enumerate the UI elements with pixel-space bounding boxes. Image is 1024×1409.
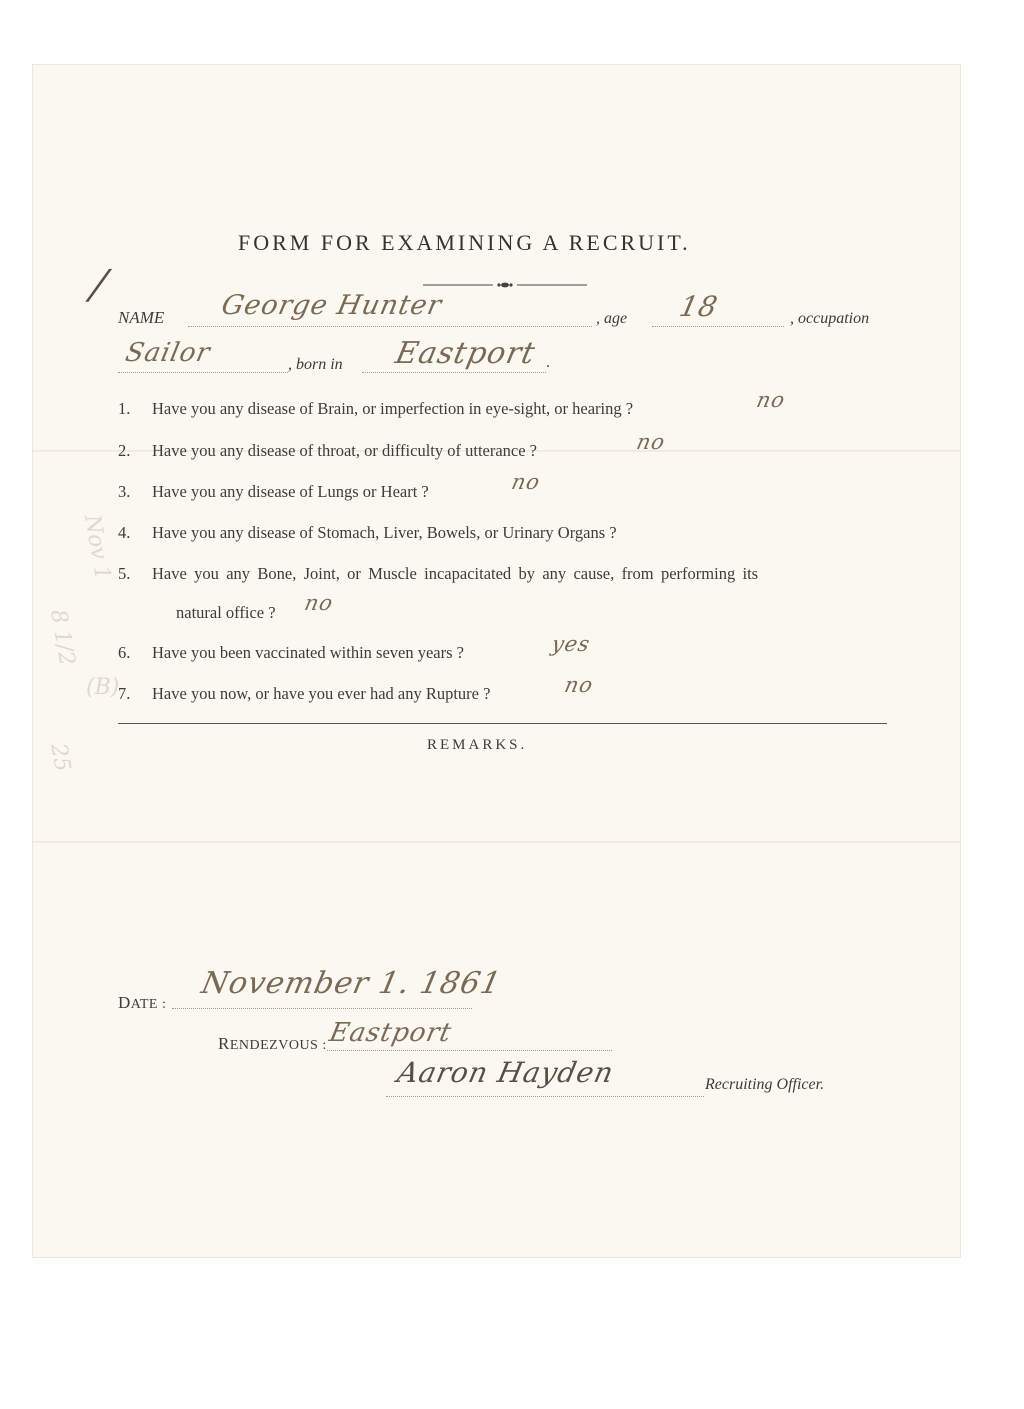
ghost-mark-1: Nov 1 [78,512,115,583]
paper-fold-bottom [33,841,960,843]
marginal-tick-mark: / [87,262,112,308]
age-blank-line [652,326,784,327]
occupation-blank-line [118,372,288,373]
question-3-answer: no [509,470,543,494]
name-blank-line [188,326,592,327]
officer-label: Recruiting Officer. [705,1076,825,1093]
born-value: Eastport [392,336,539,371]
age-value: 18 [676,290,722,323]
date-label-rest: ATE : [130,997,167,1012]
rendezvous-value: Eastport [326,1018,455,1048]
date-blank-line [172,1008,472,1009]
question-1-answer: no [754,388,788,412]
question-7-text: Have you now, or have you ever had any Rupture ? [152,684,491,703]
rendezvous-label-initial: R [218,1034,230,1053]
officer-signature-line [386,1096,704,1097]
question-3-number: 3. [118,482,131,501]
bleed-through-marks [26,512,126,795]
rendezvous-label-rest: ENDEZVOUS : [229,1038,327,1053]
question-5-answer: no [302,591,336,615]
question-5-number: 5. [118,564,131,583]
name-value: George Hunter [218,290,445,321]
date-label-initial: D [118,993,131,1012]
question-2-answer: no [634,430,668,454]
date-value: November 1. 1861 [198,966,505,1001]
question-3-text: Have you any disease of Lungs or Heart ? [152,482,429,501]
date-label [118,993,166,1013]
question-6-text: Have you been vaccinated within seven years ? [152,643,464,662]
ghost-mark-3: (B) [86,675,120,700]
question-4-text: Have you any disease of Stomach, Liver, Bowels, or Urinary Organs ? [152,523,617,542]
born-blank-line [362,372,546,373]
question-2-text: Have you any disease of throat, or difficulty of utterance ? [152,441,538,460]
occupation-value: Sailor [122,338,214,368]
occupation-label: , occupation [790,310,870,327]
born-line-end: . [546,354,550,371]
remarks-divider [118,723,887,724]
title-ornament [423,282,587,288]
question-1-number: 1. [118,399,131,418]
ghost-mark-2: 8 1/2 [44,607,80,668]
rendezvous-blank-line [327,1050,612,1051]
question-6-answer: yes [549,632,593,656]
officer-signature: Aaron Hayden [394,1056,618,1089]
rendezvous-label [218,1034,327,1054]
question-5-text-continued: natural office ? [176,603,276,622]
ghost-mark-4: 25 [45,741,75,774]
remarks-heading: REMARKS. [427,737,528,753]
question-1-text: Have you any disease of Brain, or imperfection in eye-sight, or hearing ? [152,399,634,418]
question-7-number: 7. [118,684,131,703]
form-title: FORM FOR EXAMINING A RECRUIT. [238,230,691,255]
question-4-number: 4. [118,523,131,542]
question-5-text: Have you any Bone, Joint, or Muscle incapacitated by any cause, from performing its [152,564,759,583]
born-label: , born in [288,356,343,373]
name-label: NAME [118,308,165,327]
question-2-number: 2. [118,441,131,460]
age-label: , age [596,310,628,327]
question-7-answer: no [562,673,596,697]
question-6-number: 6. [118,643,131,662]
